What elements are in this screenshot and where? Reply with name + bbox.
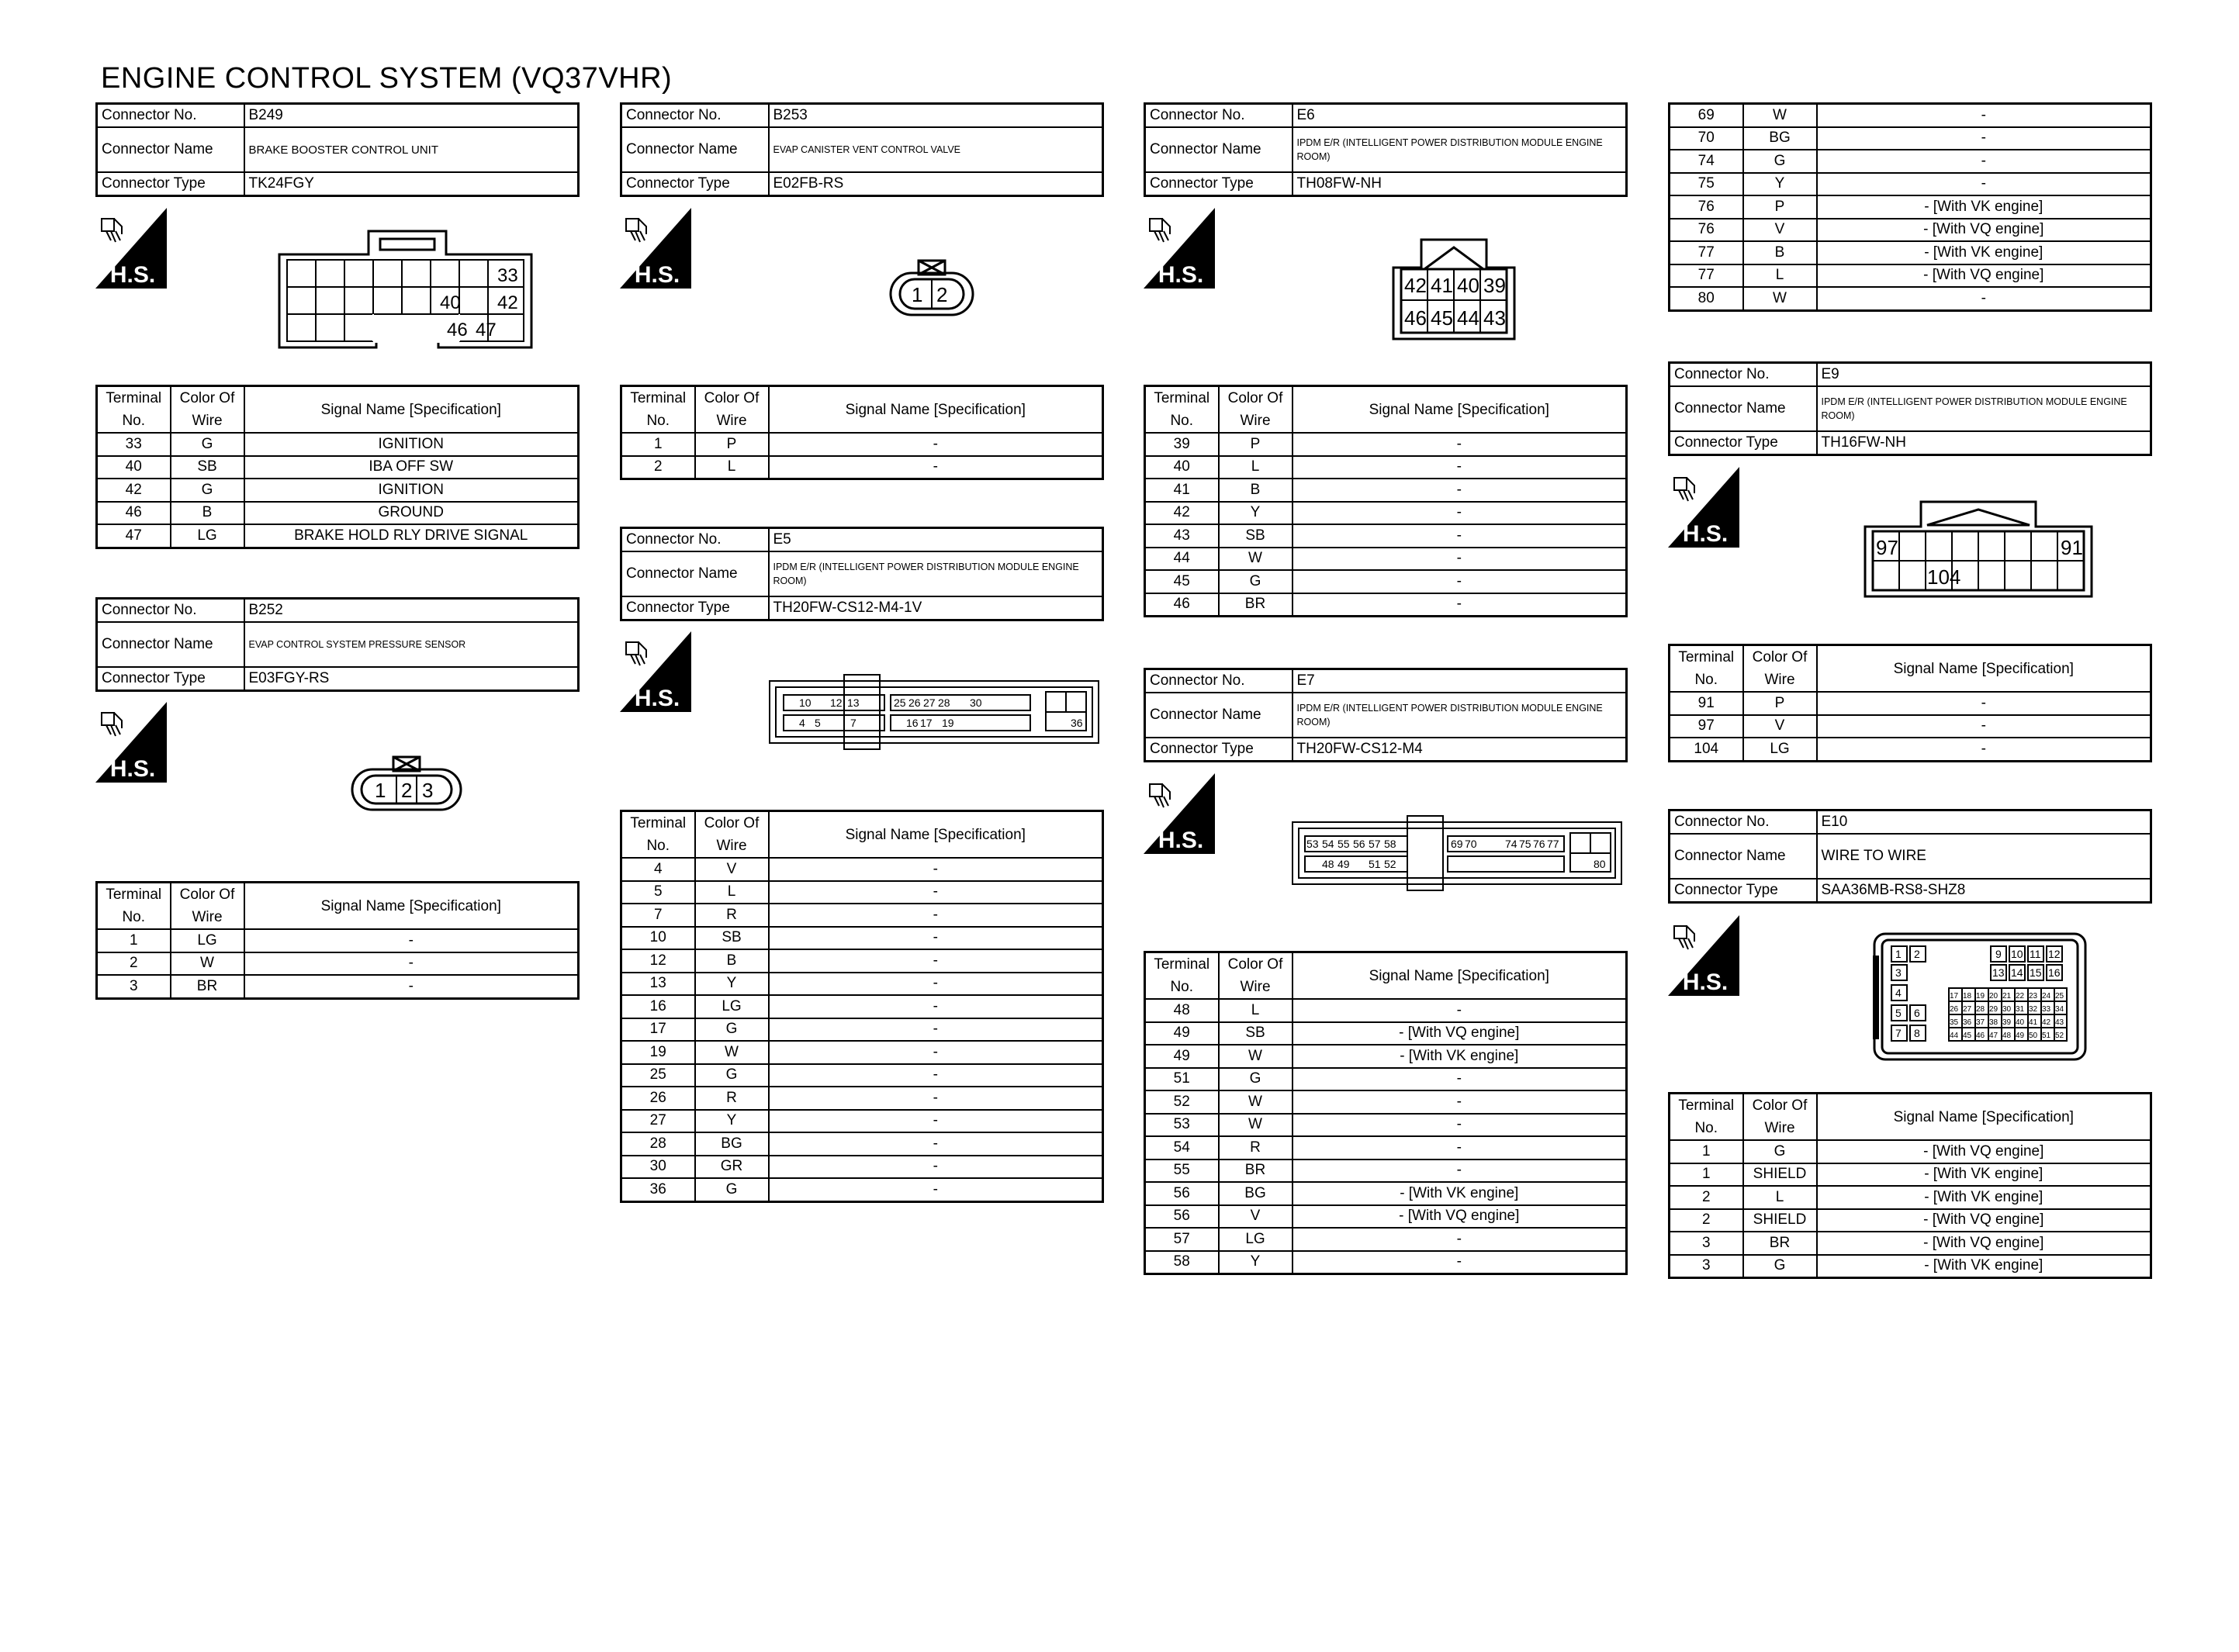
svg-text:50: 50 — [2029, 1032, 2038, 1040]
connector-name-value: IPDM E/R (INTELLIGENT POWER DISTRIBUTION MODULE ENGINE ROOM) — [1293, 127, 1627, 172]
svg-text:1: 1 — [375, 779, 386, 802]
svg-text:70: 70 — [1465, 838, 1477, 850]
table-row: 1 G - [With VQ engine] — [1670, 1140, 2151, 1163]
table-row: 3 BR - [With VQ engine] — [1670, 1232, 2151, 1255]
hs-icon — [1144, 208, 1215, 289]
svg-text:35: 35 — [1950, 1018, 1959, 1027]
terminal-table-e6 — [1144, 385, 1628, 617]
svg-text:58: 58 — [1384, 838, 1396, 850]
svg-text:12: 12 — [830, 696, 843, 709]
connector-e5-face — [767, 673, 1102, 751]
table-row: 69 W - — [1670, 104, 2151, 127]
svg-text:47: 47 — [1989, 1032, 1998, 1040]
table-row: 7 R - — [621, 904, 1103, 927]
svg-text:43: 43 — [2055, 1018, 2064, 1027]
table-row: 36 G - — [621, 1178, 1103, 1201]
label-connector-no: Connector No. — [621, 528, 769, 552]
svg-text:1: 1 — [1895, 948, 1902, 960]
col-header-terminal: Terminal No. — [621, 386, 695, 434]
svg-text:7: 7 — [850, 717, 856, 729]
table-row: 49 SB - [With VQ engine] — [1145, 1022, 1627, 1045]
connector-name-value: IPDM E/R (INTELLIGENT POWER DISTRIBUTION MODULE ENGINE ROOM) — [769, 551, 1103, 596]
table-row: 51 G - — [1145, 1068, 1627, 1091]
hs-icon — [1144, 773, 1215, 854]
table-row: 1 P - — [621, 433, 1103, 456]
table-row: 39 P - — [1145, 433, 1627, 456]
col-header-color: Color Of Wire — [171, 386, 244, 434]
table-row: 58 Y - — [1145, 1251, 1627, 1274]
svg-text:42: 42 — [497, 292, 518, 313]
table-row: 2 L - [With VK engine] — [1670, 1186, 2151, 1209]
svg-text:24: 24 — [2042, 992, 2051, 1001]
connector-no-value: B249 — [244, 104, 579, 128]
svg-text:51: 51 — [1369, 858, 1381, 870]
connector-e9-face — [1862, 499, 2095, 600]
table-row: 27 Y - — [621, 1110, 1103, 1133]
table-row: 74 G - — [1670, 150, 2151, 173]
label-connector-type: Connector Type — [1670, 879, 1817, 903]
connector-b253-face — [888, 257, 978, 320]
table-row: 76 V - [With VQ engine] — [1670, 219, 2151, 242]
svg-text:37: 37 — [1976, 1018, 1985, 1027]
table-row: 13 Y - — [621, 973, 1103, 996]
svg-text:28: 28 — [1976, 1005, 1985, 1014]
label-connector-name: Connector Name — [97, 622, 244, 667]
col-header-signal: Signal Name [Specification] — [1293, 952, 1627, 1000]
connector-e6-header — [1144, 102, 1628, 197]
label-connector-type: Connector Type — [1670, 431, 1817, 455]
table-row: 42 G IGNITION — [97, 479, 579, 502]
col-header-signal: Signal Name [Specification] — [769, 386, 1103, 434]
svg-text:32: 32 — [2029, 1005, 2038, 1014]
svg-text:2: 2 — [1914, 948, 1920, 960]
table-row: 19 W - — [621, 1041, 1103, 1064]
svg-text:77: 77 — [1547, 838, 1559, 850]
col-header-color: Color Of Wire — [1219, 952, 1293, 1000]
connector-type-value: TH20FW-CS12-M4 — [1293, 738, 1627, 762]
svg-text:9: 9 — [1995, 948, 2002, 960]
connector-e6-face — [1390, 237, 1517, 342]
connector-type-value: E03FGY-RS — [244, 667, 579, 691]
table-row: 46 B GROUND — [97, 502, 579, 525]
connector-e5-header — [620, 527, 1104, 621]
svg-text:74: 74 — [1505, 838, 1517, 850]
table-row: 30 GR - — [621, 1156, 1103, 1179]
table-row: 28 BG - — [621, 1132, 1103, 1156]
label-connector-type: Connector Type — [621, 596, 769, 620]
svg-text:36: 36 — [1071, 717, 1083, 729]
connector-e10-face — [1871, 931, 2088, 1063]
svg-text:4: 4 — [799, 717, 805, 729]
svg-text:30: 30 — [970, 696, 982, 709]
svg-text:21: 21 — [2002, 992, 2012, 1001]
terminal-table-e9 — [1668, 644, 2152, 762]
label-connector-name: Connector Name — [1145, 693, 1293, 738]
table-row: 46 BR - — [1145, 593, 1627, 617]
svg-text:17: 17 — [920, 717, 933, 729]
svg-text:46: 46 — [1404, 306, 1427, 330]
svg-text:2: 2 — [936, 283, 948, 306]
connector-no-value: E10 — [1817, 810, 2151, 835]
col-header-color: Color Of Wire — [1743, 1094, 1817, 1141]
terminal-table-e7-continued — [1668, 102, 2152, 312]
label-connector-no: Connector No. — [97, 104, 244, 128]
label-connector-name: Connector Name — [97, 127, 244, 172]
connector-type-value: SAA36MB-RS8-SHZ8 — [1817, 879, 2151, 903]
svg-text:75: 75 — [1519, 838, 1531, 850]
connector-name-value: IPDM E/R (INTELLIGENT POWER DISTRIBUTION MODULE ENGINE ROOM) — [1293, 693, 1627, 738]
col-header-terminal: Terminal No. — [1670, 1094, 1743, 1141]
svg-text:25: 25 — [2055, 992, 2064, 1001]
svg-text:52: 52 — [2055, 1032, 2064, 1040]
terminal-table-e10 — [1668, 1092, 2152, 1279]
table-row: 40 L - — [1145, 456, 1627, 479]
table-row: 57 LG - — [1145, 1228, 1627, 1251]
svg-text:48: 48 — [2002, 1032, 2012, 1040]
svg-text:26: 26 — [1950, 1005, 1959, 1014]
col-header-color: Color Of Wire — [1743, 645, 1817, 693]
table-row: 2 W - — [97, 952, 579, 976]
hs-icon — [620, 208, 691, 289]
table-row: 91 P - — [1670, 692, 2151, 715]
terminal-table-b249 — [95, 385, 580, 549]
connector-b252-face — [349, 752, 465, 814]
connector-b253-header — [620, 102, 1104, 197]
table-row: 77 L - [With VQ engine] — [1670, 264, 2151, 288]
terminal-table-b253 — [620, 385, 1104, 480]
svg-text:40: 40 — [440, 292, 461, 313]
label-connector-no: Connector No. — [1670, 363, 1817, 387]
connector-type-value: E02FB-RS — [769, 172, 1103, 196]
svg-text:22: 22 — [2016, 992, 2025, 1001]
table-row: 2 SHIELD - [With VQ engine] — [1670, 1209, 2151, 1232]
col-header-terminal: Terminal No. — [97, 386, 171, 434]
table-row: 12 B - — [621, 949, 1103, 973]
svg-text:34: 34 — [2055, 1005, 2064, 1014]
table-row: 80 W - — [1670, 287, 2151, 310]
svg-text:33: 33 — [497, 265, 518, 286]
table-row: 10 SB - — [621, 927, 1103, 950]
connector-name-value: WIRE TO WIRE — [1817, 834, 2151, 879]
table-row: 40 SB IBA OFF SW — [97, 456, 579, 479]
label-connector-type: Connector Type — [1145, 738, 1293, 762]
hs-icon — [1668, 467, 1739, 548]
label-connector-type: Connector Type — [1145, 172, 1293, 196]
table-row: 4 V - — [621, 858, 1103, 881]
table-row: 52 W - — [1145, 1090, 1627, 1114]
col-header-signal: Signal Name [Specification] — [769, 811, 1103, 859]
col-header-terminal: Terminal No. — [1670, 645, 1743, 693]
svg-text:57: 57 — [1369, 838, 1381, 850]
svg-text:56: 56 — [1353, 838, 1365, 850]
svg-text:45: 45 — [1963, 1032, 1972, 1040]
connector-e9-header — [1668, 361, 2152, 456]
label-connector-type: Connector Type — [621, 172, 769, 196]
table-row: 26 R - — [621, 1087, 1103, 1110]
svg-text:4: 4 — [1895, 987, 1902, 999]
svg-text:H.S.: H.S. — [109, 756, 156, 782]
svg-text:39: 39 — [1483, 274, 1506, 297]
table-row: 17 G - — [621, 1018, 1103, 1042]
svg-text:29: 29 — [1989, 1005, 1998, 1014]
connector-no-value: E7 — [1293, 669, 1627, 693]
svg-text:H.S.: H.S. — [634, 686, 680, 711]
label-connector-no: Connector No. — [1145, 104, 1293, 128]
table-row: 75 Y - — [1670, 173, 2151, 196]
svg-text:36: 36 — [1963, 1018, 1972, 1027]
connector-type-value: TK24FGY — [244, 172, 579, 196]
svg-text:3: 3 — [1895, 966, 1902, 979]
connector-b249-face — [275, 225, 536, 349]
svg-text:54: 54 — [1322, 838, 1334, 850]
svg-text:7: 7 — [1895, 1027, 1902, 1039]
col-header-color: Color Of Wire — [171, 883, 244, 930]
svg-text:5: 5 — [1895, 1007, 1902, 1019]
col-header-terminal: Terminal No. — [621, 811, 695, 859]
connector-name-value: BRAKE BOOSTER CONTROL UNIT — [244, 127, 579, 172]
svg-text:13: 13 — [1992, 966, 2005, 979]
label-connector-type: Connector Type — [97, 667, 244, 691]
svg-text:55: 55 — [1338, 838, 1350, 850]
svg-text:19: 19 — [942, 717, 954, 729]
table-row: 45 G - — [1145, 570, 1627, 593]
table-row: 33 G IGNITION — [97, 433, 579, 456]
col-header-terminal: Terminal No. — [97, 883, 171, 930]
connector-e10-header — [1668, 809, 2152, 904]
svg-text:H.S.: H.S. — [1682, 521, 1729, 547]
svg-text:51: 51 — [2042, 1032, 2051, 1040]
svg-text:33: 33 — [2042, 1005, 2051, 1014]
label-connector-name: Connector Name — [1670, 834, 1817, 879]
table-row: 2 L - — [621, 456, 1103, 479]
table-row: 77 B - [With VK engine] — [1670, 241, 2151, 264]
col-header-terminal: Terminal No. — [1145, 386, 1219, 434]
svg-text:43: 43 — [1483, 306, 1506, 330]
label-connector-no: Connector No. — [97, 599, 244, 623]
label-connector-name: Connector Name — [1670, 386, 1817, 431]
table-row: 104 LG - — [1670, 738, 2151, 761]
svg-text:31: 31 — [2016, 1005, 2025, 1014]
svg-text:76: 76 — [1533, 838, 1545, 850]
svg-text:49: 49 — [2016, 1032, 2025, 1040]
svg-text:69: 69 — [1451, 838, 1463, 850]
svg-text:20: 20 — [1989, 992, 1998, 1001]
table-row: 44 W - — [1145, 548, 1627, 571]
connector-e7-face — [1289, 814, 1625, 892]
svg-text:46: 46 — [1976, 1032, 1985, 1040]
col-header-color: Color Of Wire — [1219, 386, 1293, 434]
connector-e7-header — [1144, 668, 1628, 762]
table-row: 16 LG - — [621, 995, 1103, 1018]
table-row: 1 LG - — [97, 929, 579, 952]
svg-text:97: 97 — [1876, 536, 1898, 559]
svg-text:27: 27 — [923, 696, 936, 709]
connector-type-value: TH20FW-CS12-M4-1V — [769, 596, 1103, 620]
svg-text:H.S.: H.S. — [1158, 828, 1204, 853]
table-row: 3 G - [With VK engine] — [1670, 1255, 2151, 1278]
svg-text:H.S.: H.S. — [634, 262, 680, 288]
page-title: ENGINE CONTROL SYSTEM (VQ37VHR) — [101, 62, 673, 95]
table-row: 54 R - — [1145, 1136, 1627, 1160]
svg-text:H.S.: H.S. — [1682, 969, 1729, 995]
svg-text:12: 12 — [2048, 948, 2061, 960]
connector-name-value: IPDM E/R (INTELLIGENT POWER DISTRIBUTION MODULE ENGINE ROOM) — [1817, 386, 2151, 431]
table-row: 5 L - — [621, 881, 1103, 904]
svg-text:104: 104 — [1927, 565, 1961, 589]
svg-text:46: 46 — [447, 320, 468, 340]
label-connector-type: Connector Type — [97, 172, 244, 196]
connector-name-value: EVAP CONTROL SYSTEM PRESSURE SENSOR — [244, 622, 579, 667]
svg-text:14: 14 — [2011, 966, 2023, 979]
svg-text:18: 18 — [1963, 992, 1972, 1001]
svg-text:3: 3 — [422, 779, 434, 802]
table-row: 48 L - — [1145, 999, 1627, 1022]
svg-text:16: 16 — [906, 717, 919, 729]
svg-text:41: 41 — [2029, 1018, 2038, 1027]
svg-text:30: 30 — [2002, 1005, 2012, 1014]
col-header-signal: Signal Name [Specification] — [244, 386, 579, 434]
col-header-signal: Signal Name [Specification] — [1817, 1094, 2151, 1141]
svg-text:91: 91 — [2061, 536, 2083, 559]
col-header-signal: Signal Name [Specification] — [1817, 645, 2151, 693]
svg-text:45: 45 — [1431, 306, 1453, 330]
label-connector-name: Connector Name — [621, 551, 769, 596]
table-row: 3 BR - — [97, 975, 579, 998]
svg-text:40: 40 — [2016, 1018, 2025, 1027]
connector-no-value: E5 — [769, 528, 1103, 552]
svg-text:28: 28 — [938, 696, 950, 709]
svg-text:13: 13 — [847, 696, 860, 709]
hs-icon — [620, 631, 691, 712]
svg-text:2: 2 — [401, 779, 413, 802]
svg-text:48: 48 — [1322, 858, 1334, 870]
col-header-terminal: Terminal No. — [1145, 952, 1219, 1000]
connector-b252-header — [95, 597, 580, 692]
svg-text:19: 19 — [1976, 992, 1985, 1001]
label-connector-name: Connector Name — [621, 127, 769, 172]
connector-type-value: TH08FW-NH — [1293, 172, 1627, 196]
svg-text:10: 10 — [799, 696, 812, 709]
svg-text:27: 27 — [1963, 1005, 1972, 1014]
svg-text:23: 23 — [2029, 992, 2038, 1001]
connector-no-value: E6 — [1293, 104, 1627, 128]
svg-text:80: 80 — [1594, 858, 1606, 870]
svg-text:H.S.: H.S. — [109, 262, 156, 288]
table-row: 49 W - [With VK engine] — [1145, 1045, 1627, 1068]
svg-text:15: 15 — [2030, 966, 2042, 979]
table-row: 56 BG - [With VK engine] — [1145, 1182, 1627, 1205]
table-row: 76 P - [With VK engine] — [1670, 195, 2151, 219]
svg-text:1: 1 — [912, 283, 923, 306]
svg-text:39: 39 — [2002, 1018, 2012, 1027]
table-row: 43 SB - — [1145, 524, 1627, 548]
hs-icon — [1668, 915, 1739, 996]
label-connector-no: Connector No. — [1145, 669, 1293, 693]
svg-text:26: 26 — [908, 696, 921, 709]
svg-text:44: 44 — [1457, 306, 1479, 330]
table-row: 56 V - [With VQ engine] — [1145, 1205, 1627, 1229]
connector-no-value: B253 — [769, 104, 1103, 128]
svg-text:42: 42 — [2042, 1018, 2051, 1027]
svg-text:38: 38 — [1989, 1018, 1998, 1027]
svg-text:6: 6 — [1914, 1007, 1920, 1019]
table-row: 55 BR - — [1145, 1160, 1627, 1183]
connector-no-value: B252 — [244, 599, 579, 623]
col-header-color: Color Of Wire — [695, 811, 769, 859]
connector-b249-header — [95, 102, 580, 197]
connector-name-value: EVAP CANISTER VENT CONTROL VALVE — [769, 127, 1103, 172]
table-row: 25 G - — [621, 1064, 1103, 1087]
svg-text:11: 11 — [2030, 948, 2041, 960]
svg-text:40: 40 — [1457, 274, 1479, 297]
table-row: 47 LG BRAKE HOLD RLY DRIVE SIGNAL — [97, 524, 579, 548]
terminal-table-e5 — [620, 810, 1104, 1203]
hs-icon — [95, 208, 167, 289]
table-row: 1 SHIELD - [With VK engine] — [1670, 1163, 2151, 1187]
col-header-signal: Signal Name [Specification] — [244, 883, 579, 930]
col-header-color: Color Of Wire — [695, 386, 769, 434]
table-row: 97 V - — [1670, 715, 2151, 738]
label-connector-no: Connector No. — [1670, 810, 1817, 835]
svg-text:44: 44 — [1950, 1032, 1959, 1040]
svg-text:8: 8 — [1914, 1027, 1920, 1039]
hs-icon — [95, 702, 167, 783]
connector-no-value: E9 — [1817, 363, 2151, 387]
svg-text:47: 47 — [476, 320, 497, 340]
label-connector-name: Connector Name — [1145, 127, 1293, 172]
svg-text:17: 17 — [1950, 992, 1959, 1001]
svg-text:41: 41 — [1431, 274, 1453, 297]
svg-text:H.S.: H.S. — [1158, 262, 1204, 288]
col-header-signal: Signal Name [Specification] — [1293, 386, 1627, 434]
svg-text:52: 52 — [1384, 858, 1396, 870]
svg-text:42: 42 — [1404, 274, 1427, 297]
svg-text:10: 10 — [2011, 948, 2023, 960]
label-connector-no: Connector No. — [621, 104, 769, 128]
table-row: 41 B - — [1145, 479, 1627, 502]
table-row: 70 BG - — [1670, 127, 2151, 150]
connector-type-value: TH16FW-NH — [1817, 431, 2151, 455]
table-row: 53 W - — [1145, 1114, 1627, 1137]
terminal-table-e7 — [1144, 951, 1628, 1275]
svg-text:25: 25 — [894, 696, 906, 709]
terminal-table-b252 — [95, 881, 580, 1000]
svg-text:49: 49 — [1338, 858, 1350, 870]
svg-text:5: 5 — [815, 717, 821, 729]
table-row: 42 Y - — [1145, 502, 1627, 525]
svg-text:53: 53 — [1306, 838, 1319, 850]
svg-text:16: 16 — [2048, 966, 2061, 979]
